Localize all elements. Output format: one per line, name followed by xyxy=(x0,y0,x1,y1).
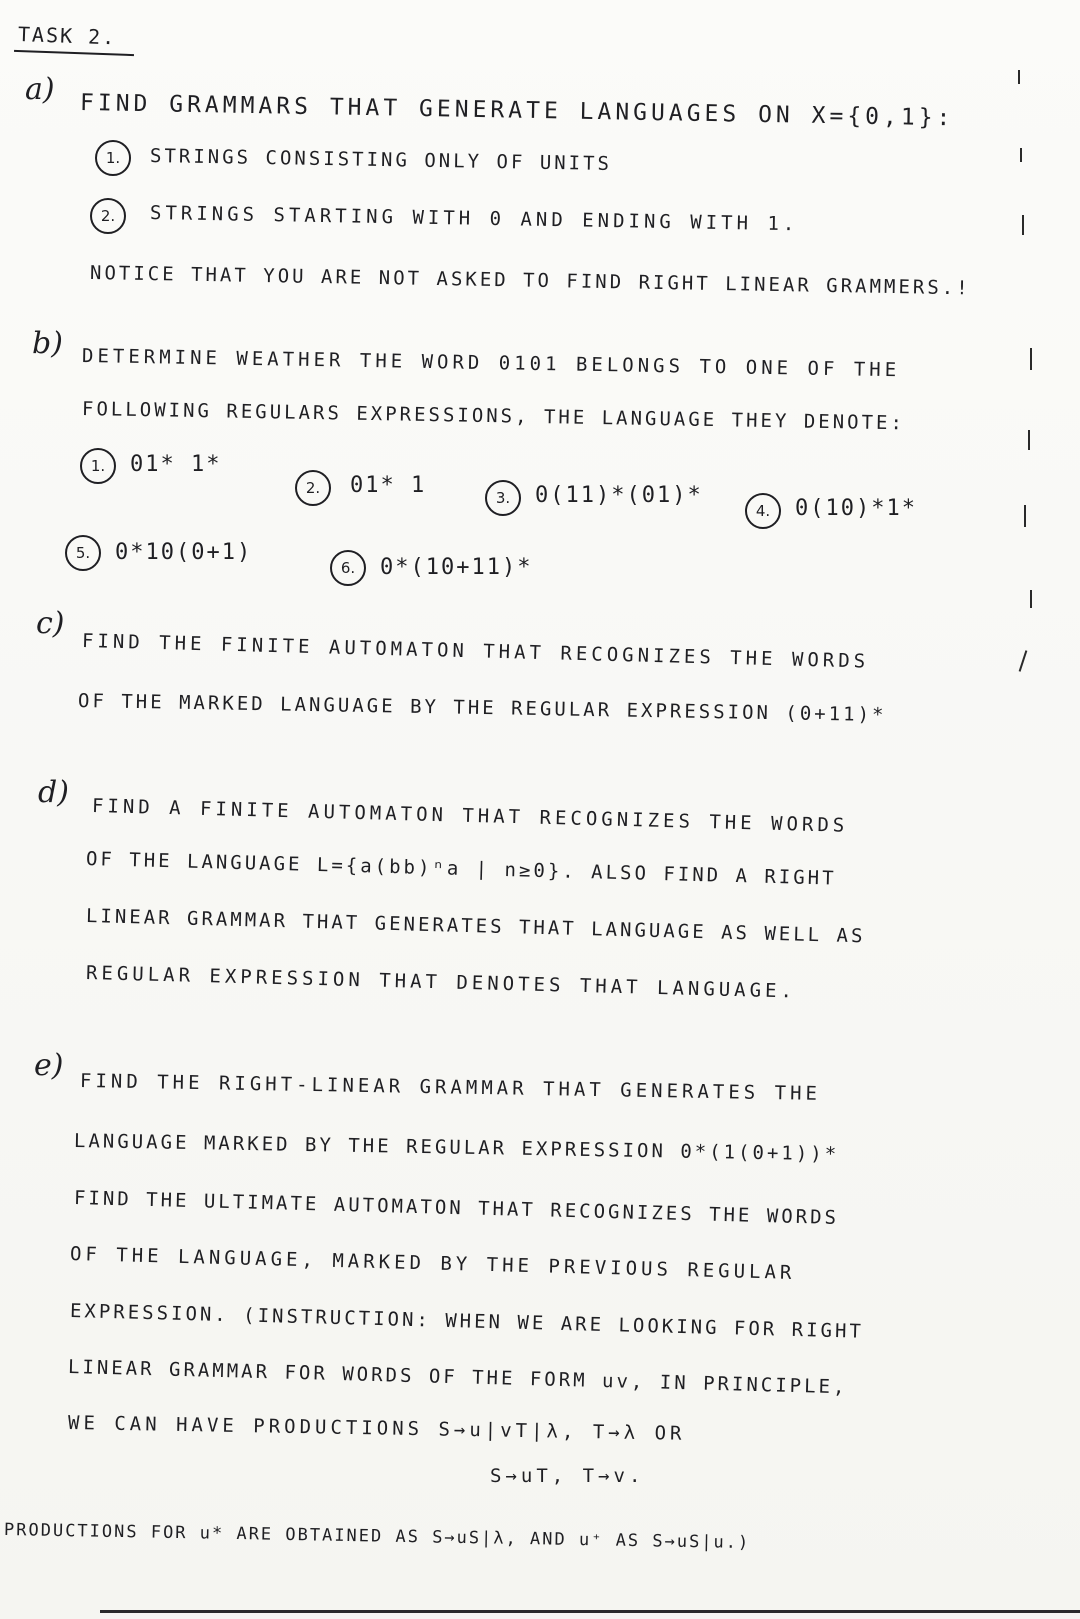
margin-mark xyxy=(1028,430,1030,450)
margin-mark xyxy=(1019,650,1028,672)
section-d-label: d) xyxy=(38,775,69,810)
item-number-circle: 2. xyxy=(295,470,331,506)
section-b-expr-1: 01* 1* xyxy=(130,452,222,477)
section-c-line-2: OF THE MARKED LANGUAGE BY THE REGULAR EXPRESSION (0+11)* xyxy=(77,690,887,727)
section-e-line-4: OF THE LANGUAGE, MARKED BY THE PREVIOUS REGULAR xyxy=(69,1243,796,1284)
section-d-line-4: REGULAR EXPRESSION THAT DENOTES THAT LANGUAGE. xyxy=(85,962,797,1003)
section-e-line-6: LINEAR GRAMMAR FOR WORDS OF THE FORM uv, IN PRINCIPLE, xyxy=(67,1356,848,1399)
margin-mark xyxy=(1030,590,1032,608)
section-b-line-1: DETERMINE WEATHER THE WORD 0101 BELONGS TO ONE OF THE xyxy=(81,345,901,382)
item-number-circle: 2. xyxy=(90,198,126,234)
margin-mark xyxy=(1020,148,1022,162)
section-b-expr-2: 01* 1 xyxy=(350,473,427,498)
section-a-item-1: STRINGS CONSISTING ONLY OF UNITS xyxy=(149,145,613,176)
section-e-line-3: FIND THE ULTIMATE AUTOMATON THAT RECOGNIZES THE WORDS xyxy=(73,1187,840,1230)
section-e-line-1: FIND THE RIGHT-LINEAR GRAMMAR THAT GENERATES THE xyxy=(79,1070,822,1105)
section-e-line-2: LANGUAGE MARKED BY THE REGULAR EXPRESSION 0*(1(0+1))* xyxy=(73,1130,840,1166)
section-e-line-9: PRODUCTIONS FOR u* ARE OBTAINED AS S→uS|λ, AND u⁺ AS S→uS|u.) xyxy=(3,1520,751,1554)
margin-mark xyxy=(1030,348,1032,370)
item-number-circle: 4. xyxy=(745,493,781,529)
section-e-line-7: WE CAN HAVE PRODUCTIONS S→u|vT|λ, T→λ OR xyxy=(67,1412,686,1445)
section-b-expr-6: 0*(10+11)* xyxy=(380,555,533,580)
margin-mark xyxy=(1018,70,1020,84)
section-e-line-8: S→uT, T→v. xyxy=(490,1465,645,1487)
section-e-line-5: EXPRESSION. (INSTRUCTION: WHEN WE ARE LOOKING FOR RIGHT xyxy=(69,1300,865,1343)
section-a-intro: FIND GRAMMARS THAT GENERATE LANGUAGES ON X={0,1}: xyxy=(79,90,955,132)
item-number-circle: 5. xyxy=(65,535,101,571)
section-c-line-1: FIND THE FINITE AUTOMATON THAT RECOGNIZES THE WORDS xyxy=(81,630,870,673)
page-title: TASK 2. xyxy=(17,22,117,50)
margin-mark xyxy=(1024,505,1026,527)
section-a-item-2: STRINGS STARTING WITH 0 AND ENDING WITH 1. xyxy=(149,202,799,236)
section-a-label: a) xyxy=(25,72,55,107)
item-number-circle: 6. xyxy=(330,550,366,586)
section-b-expr-4: 0(10)*1* xyxy=(795,496,917,521)
item-number-circle: 1. xyxy=(95,140,131,176)
item-number-circle: 1. xyxy=(80,448,116,484)
section-c-label: c) xyxy=(36,606,65,641)
item-number-circle: 3. xyxy=(485,480,521,516)
bottom-rule xyxy=(100,1610,1080,1613)
section-d-line-1: FIND A FINITE AUTOMATON THAT RECOGNIZES THE WORDS xyxy=(91,795,849,837)
section-b-expr-3: 0(11)*(01)* xyxy=(535,483,703,508)
section-e-label: e) xyxy=(34,1048,64,1083)
section-d-line-2: OF THE LANGUAGE L={a(bb)ⁿa | n≥0}. ALSO FIND A RIGHT xyxy=(85,848,837,890)
section-a-note: NOTICE THAT YOU ARE NOT ASKED TO FIND RIGHT LINEAR GRAMMERS.! xyxy=(89,262,971,300)
title-underline xyxy=(14,50,134,56)
section-b-label: b) xyxy=(32,326,63,361)
section-b-expr-5: 0*10(0+1) xyxy=(115,540,253,565)
section-b-line-2: FOLLOWING REGULARS EXPRESSIONS, THE LANGUAGE THEY DENOTE: xyxy=(81,398,906,435)
section-d-line-3: LINEAR GRAMMAR THAT GENERATES THAT LANGUAGE AS WELL AS xyxy=(85,905,866,948)
margin-mark xyxy=(1022,215,1024,235)
